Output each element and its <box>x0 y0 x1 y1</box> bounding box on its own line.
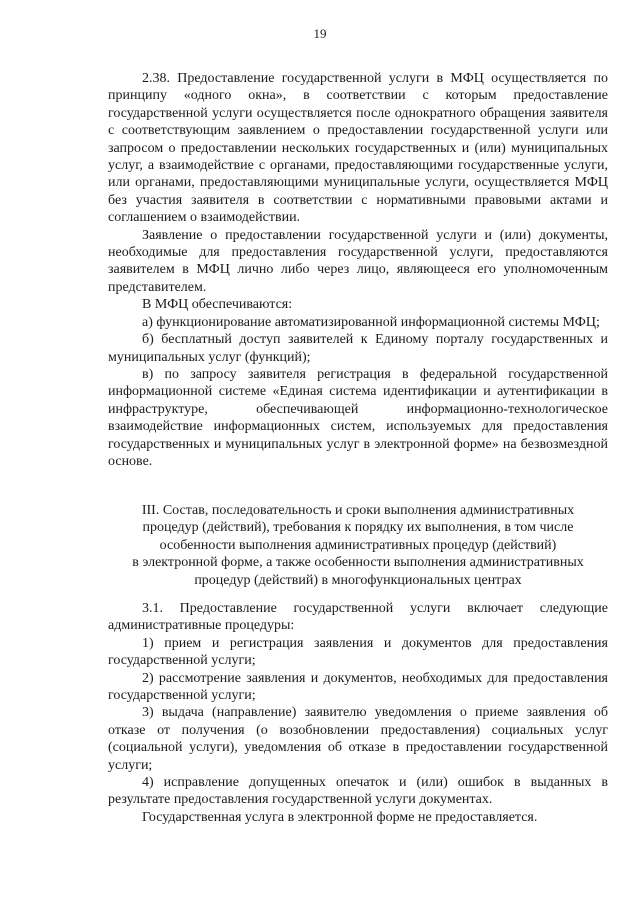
list-item-3: 3) выдача (направление) заявителю уведомления о приеме заявления об отказе от получения (о возобновлении предоставления) социальных услуг (социальной услуги), уведомления об отказе в предоставлении государственной услуги; <box>108 705 608 773</box>
heading-line: в электронной форме, а также особенности выполнения административных <box>132 555 584 571</box>
page-number: 19 <box>313 26 327 41</box>
list-item-4: 4) исправление допущенных опечаток и (или) ошибок в выданных в результате предоставления государственной услуги документах. <box>108 775 608 808</box>
list-item-a: а) функционирование автоматизированной информационной системы МФЦ; <box>142 314 600 330</box>
list-item-b: б) бесплатный доступ заявителей к Единому порталу государственных и муниципальных услуг (функций); <box>108 332 608 365</box>
heading-line: процедур (действий), требования к порядку их выполнения, в том числе <box>142 520 574 536</box>
paragraph-application: Заявление о предоставлении государственной услуги и (или) документы, необходимые для предоставления государственной услуги, предоставляются заявителем в МФЦ лично либо через лицо, являющееся его уполномоченным представителем. <box>108 227 608 295</box>
section-2-38 <box>108 70 608 470</box>
heading-line: процедур (действий) в многофункциональных центрах <box>194 572 522 588</box>
paragraph-mfc-provides: В МФЦ обеспечиваются: <box>142 297 293 313</box>
paragraph-2-38: 2.38. Предоставление государственной услуги в МФЦ осуществляется по принципу «одного окна», в соответствии с которым предоставление государственной услуги осуществляется после однократного обращения заявителя с соответствующим заявлением о предоставлении государственной услуги или запросом о предоставлении нескольких государственных и (или) муниципальных услуг, а взаимодействие с органами, предоставляющими государственные услуги, или органами, предоставляющими муниципальные услуги, осуществляется МФЦ без участия заявителя в соответствии с нормативными правовыми актами и соглашением о взаимодействии. <box>108 71 608 226</box>
heading-line: особенности выполнения административных процедур (действий) <box>159 537 557 553</box>
list-item-1: 1) прием и регистрация заявления и документов для предоставления государственной услуги; <box>108 635 608 669</box>
paragraph-electronic-form: Государственная услуга в электронной форме не предоставляется. <box>142 809 538 825</box>
heading-line: III. Состав, последовательность и сроки выполнения административных <box>141 503 575 518</box>
section-3-heading <box>108 502 608 589</box>
list-item-v: в) по запросу заявителя регистрация в федеральной государственной информационной системе «Единая система идентификации и аутентификации в инфраструктуре, обеспечивающей информационно-технологическое взаимодействие информационных систем, используемых для предоставления государственных и муниципальных услуг в электронной форме» на безвозмездной основе. <box>108 366 608 469</box>
section-3-1 <box>108 600 608 826</box>
list-item-2: 2) рассмотрение заявления и документов, необходимых для предоставления государственной услуги; <box>108 670 608 704</box>
paragraph-3-1: 3.1. Предоставление государственной услуги включает следующие административные процедуры: <box>108 601 608 634</box>
